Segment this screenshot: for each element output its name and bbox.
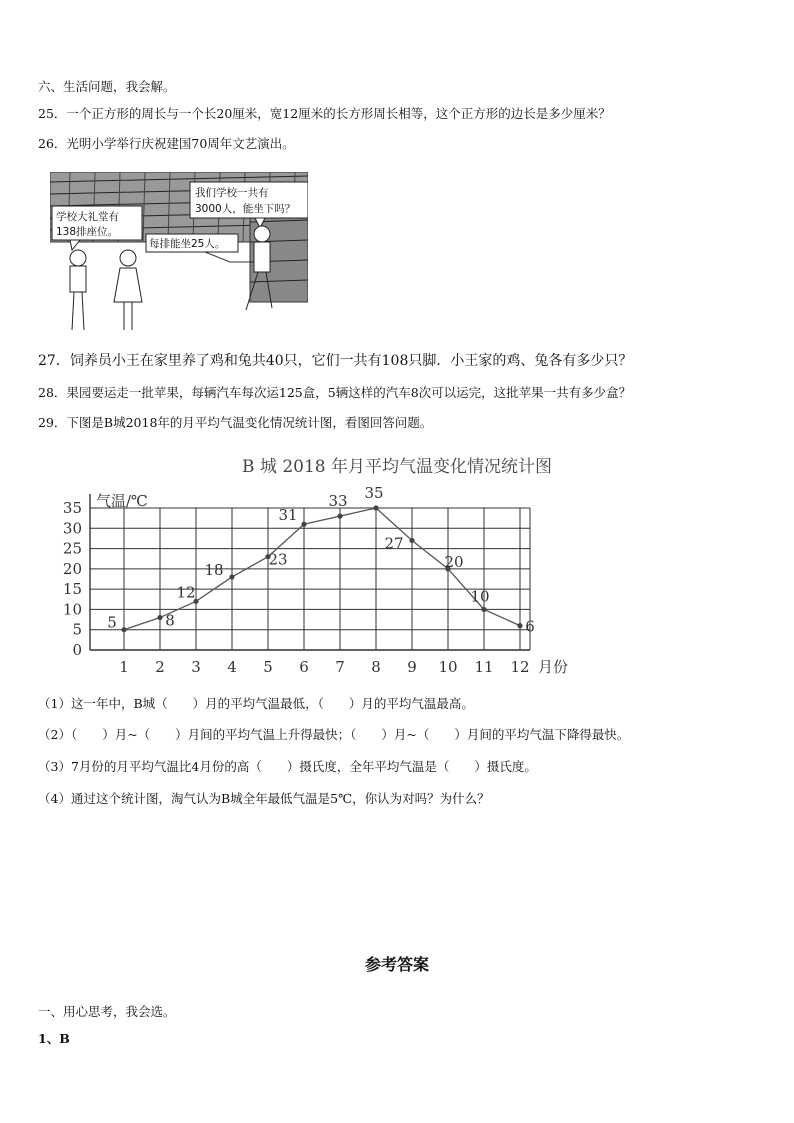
data-point [373,505,378,510]
bubble-left-line2: 138排座位。 [56,226,119,238]
subquestion-3: （3）7月份的月平均气温比4月份的高（ ）摄氏度，全年平均气温是（ ）摄氏度。 [38,759,537,774]
y-tick-label: 35 [62,499,82,517]
x-tick-label: 5 [263,658,273,676]
x-tick-label: 7 [335,658,345,676]
x-axis-label: 月份 [538,658,569,676]
bubble-right-line1: 我们学校一共有 [195,187,269,199]
data-point [121,627,126,632]
question-27: 27．饲养员小王在家里养了鸡和兔共40只，它们一共有108只脚．小王家的鸡、兔各有多少只？ [38,353,633,369]
data-point [229,574,234,579]
subquestion-1: （1）这一年中，B城（ ）月的平均气温最低，（ ）月的平均气温最高。 [38,696,474,711]
x-tick-label: 12 [510,658,530,676]
data-label: 33 [328,492,348,511]
subquestion-4: （4）通过这个统计图，淘气认为B城全年最低气温是5℃，你认为对吗？为什么？ [38,791,490,806]
x-tick-label: 9 [407,658,417,676]
x-tick-label: 6 [299,658,309,676]
question-28: 28．果园要运走一批苹果，每辆汽车每次运125盒，5辆这样的汽车8次可以运完，这批苹果一共有多少盒？ [38,385,632,400]
data-label: 27 [384,534,404,553]
answer-heading: 参考答案 [364,955,429,974]
section-heading: 六、生活问题，我会解。 [38,79,176,94]
y-tick-label: 5 [72,620,82,639]
bubble-right-line2: 3000人，能坐下吗？ [195,203,296,215]
x-tick-label: 1 [119,658,129,676]
x-tick-label: 3 [191,658,201,676]
y-tick-label: 30 [62,519,82,538]
data-label: 5 [107,613,117,632]
question-25: 25．一个正方形的周长与一个长20厘米，宽12厘米的长方形周长相等，这个正方形的边长是多少厘米？ [38,106,611,121]
y-tick-label: 25 [62,539,82,558]
chart-title: B 城 2018 年月平均气温变化情况统计图 [242,457,552,477]
data-label: 31 [278,506,298,525]
data-label: 6 [525,617,535,636]
x-tick-label: 4 [227,658,237,676]
auditorium-illustration [50,172,308,334]
data-point [517,623,522,628]
bubble-mid-text: 每排能坐25人。 [149,238,226,250]
bubble-left-line1: 学校大礼堂有 [56,211,119,223]
x-tick-label: 11 [474,658,494,676]
x-tick-label: 2 [155,658,165,676]
question-29: 29．下图是B城2018年的月平均气温变化情况统计图，看图回答问题。 [38,415,433,430]
data-label: 18 [204,560,224,579]
data-point [301,522,306,527]
x-tick-label: 10 [438,658,458,676]
y-tick-label: 0 [72,641,82,659]
data-label: 10 [470,587,490,606]
x-tick-label: 8 [371,658,381,676]
answer-section-1: 一、用心思考，我会选。 [38,1004,176,1019]
data-point [157,615,162,620]
data-label: 23 [268,550,288,569]
y-axis-label: 气温/℃ [96,492,148,510]
data-label: 20 [444,552,464,571]
y-tick-label: 20 [62,559,82,578]
y-tick-label: 15 [62,580,82,599]
data-point [481,607,486,612]
y-tick-label: 10 [62,600,82,619]
question-26: 26．光明小学举行庆祝建国70周年文艺演出。 [38,136,295,151]
data-label: 12 [176,583,196,602]
subquestion-2: （2）（ ）月~（ ）月间的平均气温上升得最快；（ ）月~（ ）月间的平均气温下降得最快。 [38,727,630,742]
data-point [409,538,414,543]
temperature-line-chart [38,484,598,684]
answer-1: 1、B [38,1031,70,1046]
data-label: 35 [364,484,384,502]
data-point [337,514,342,519]
speech-bubble-middle [146,234,238,252]
data-label: 8 [165,611,175,630]
